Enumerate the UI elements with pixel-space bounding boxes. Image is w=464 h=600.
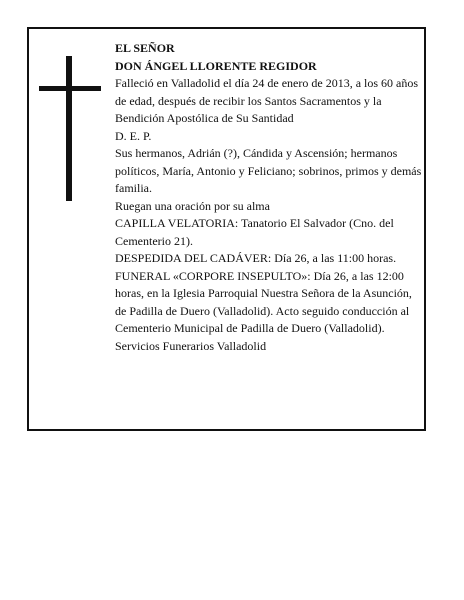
honorific-title: EL SEÑOR — [115, 41, 175, 55]
family-list: Sus hermanos, Adrián (?), Cándida y Ascensión; hermanos políticos, María, Antonio y Feliciano; sobrinos, primos y demás familia. — [115, 146, 422, 195]
death-announcement: Falleció en Valladolid el día 24 de enero de 2013, a los 60 años de edad, después de recibir los Santos Sacramentos y la Bendición Apostólica de Su Santidad — [115, 76, 419, 125]
obituary-notice — [27, 27, 426, 431]
rest-in-peace: D. E. P. — [115, 128, 152, 143]
chapel-info: CAPILLA VELATORIA: Tanatorio El Salvador (Cno. del Cementerio 21). — [115, 216, 394, 248]
farewell-info: DESPEDIDA DEL CADÁVER: Día 26, a las 11:00 horas. — [115, 251, 397, 265]
funeral-info: FUNERAL «CORPORE INSEPULTO»: Día 26, a las 12:00 horas, en la Iglesia Parroquial Nuestra Señora de la Asunción, de Padilla de Duero (Valladolid). Acto seguido conducción al Cementerio Municipal de Padilla de Duero (Valladolid). — [115, 268, 412, 335]
prayer-request: Ruegan una oración por su alma — [115, 198, 270, 213]
cross-horizontal-bar — [39, 86, 101, 91]
deceased-name: DON ÁNGEL LLORENTE REGIDOR — [115, 58, 317, 73]
cross-vertical-bar — [66, 56, 72, 201]
funeral-services: Servicios Funerarios Valladolid — [115, 338, 267, 353]
obituary-text — [115, 40, 425, 355]
latin-cross-icon — [39, 56, 101, 201]
